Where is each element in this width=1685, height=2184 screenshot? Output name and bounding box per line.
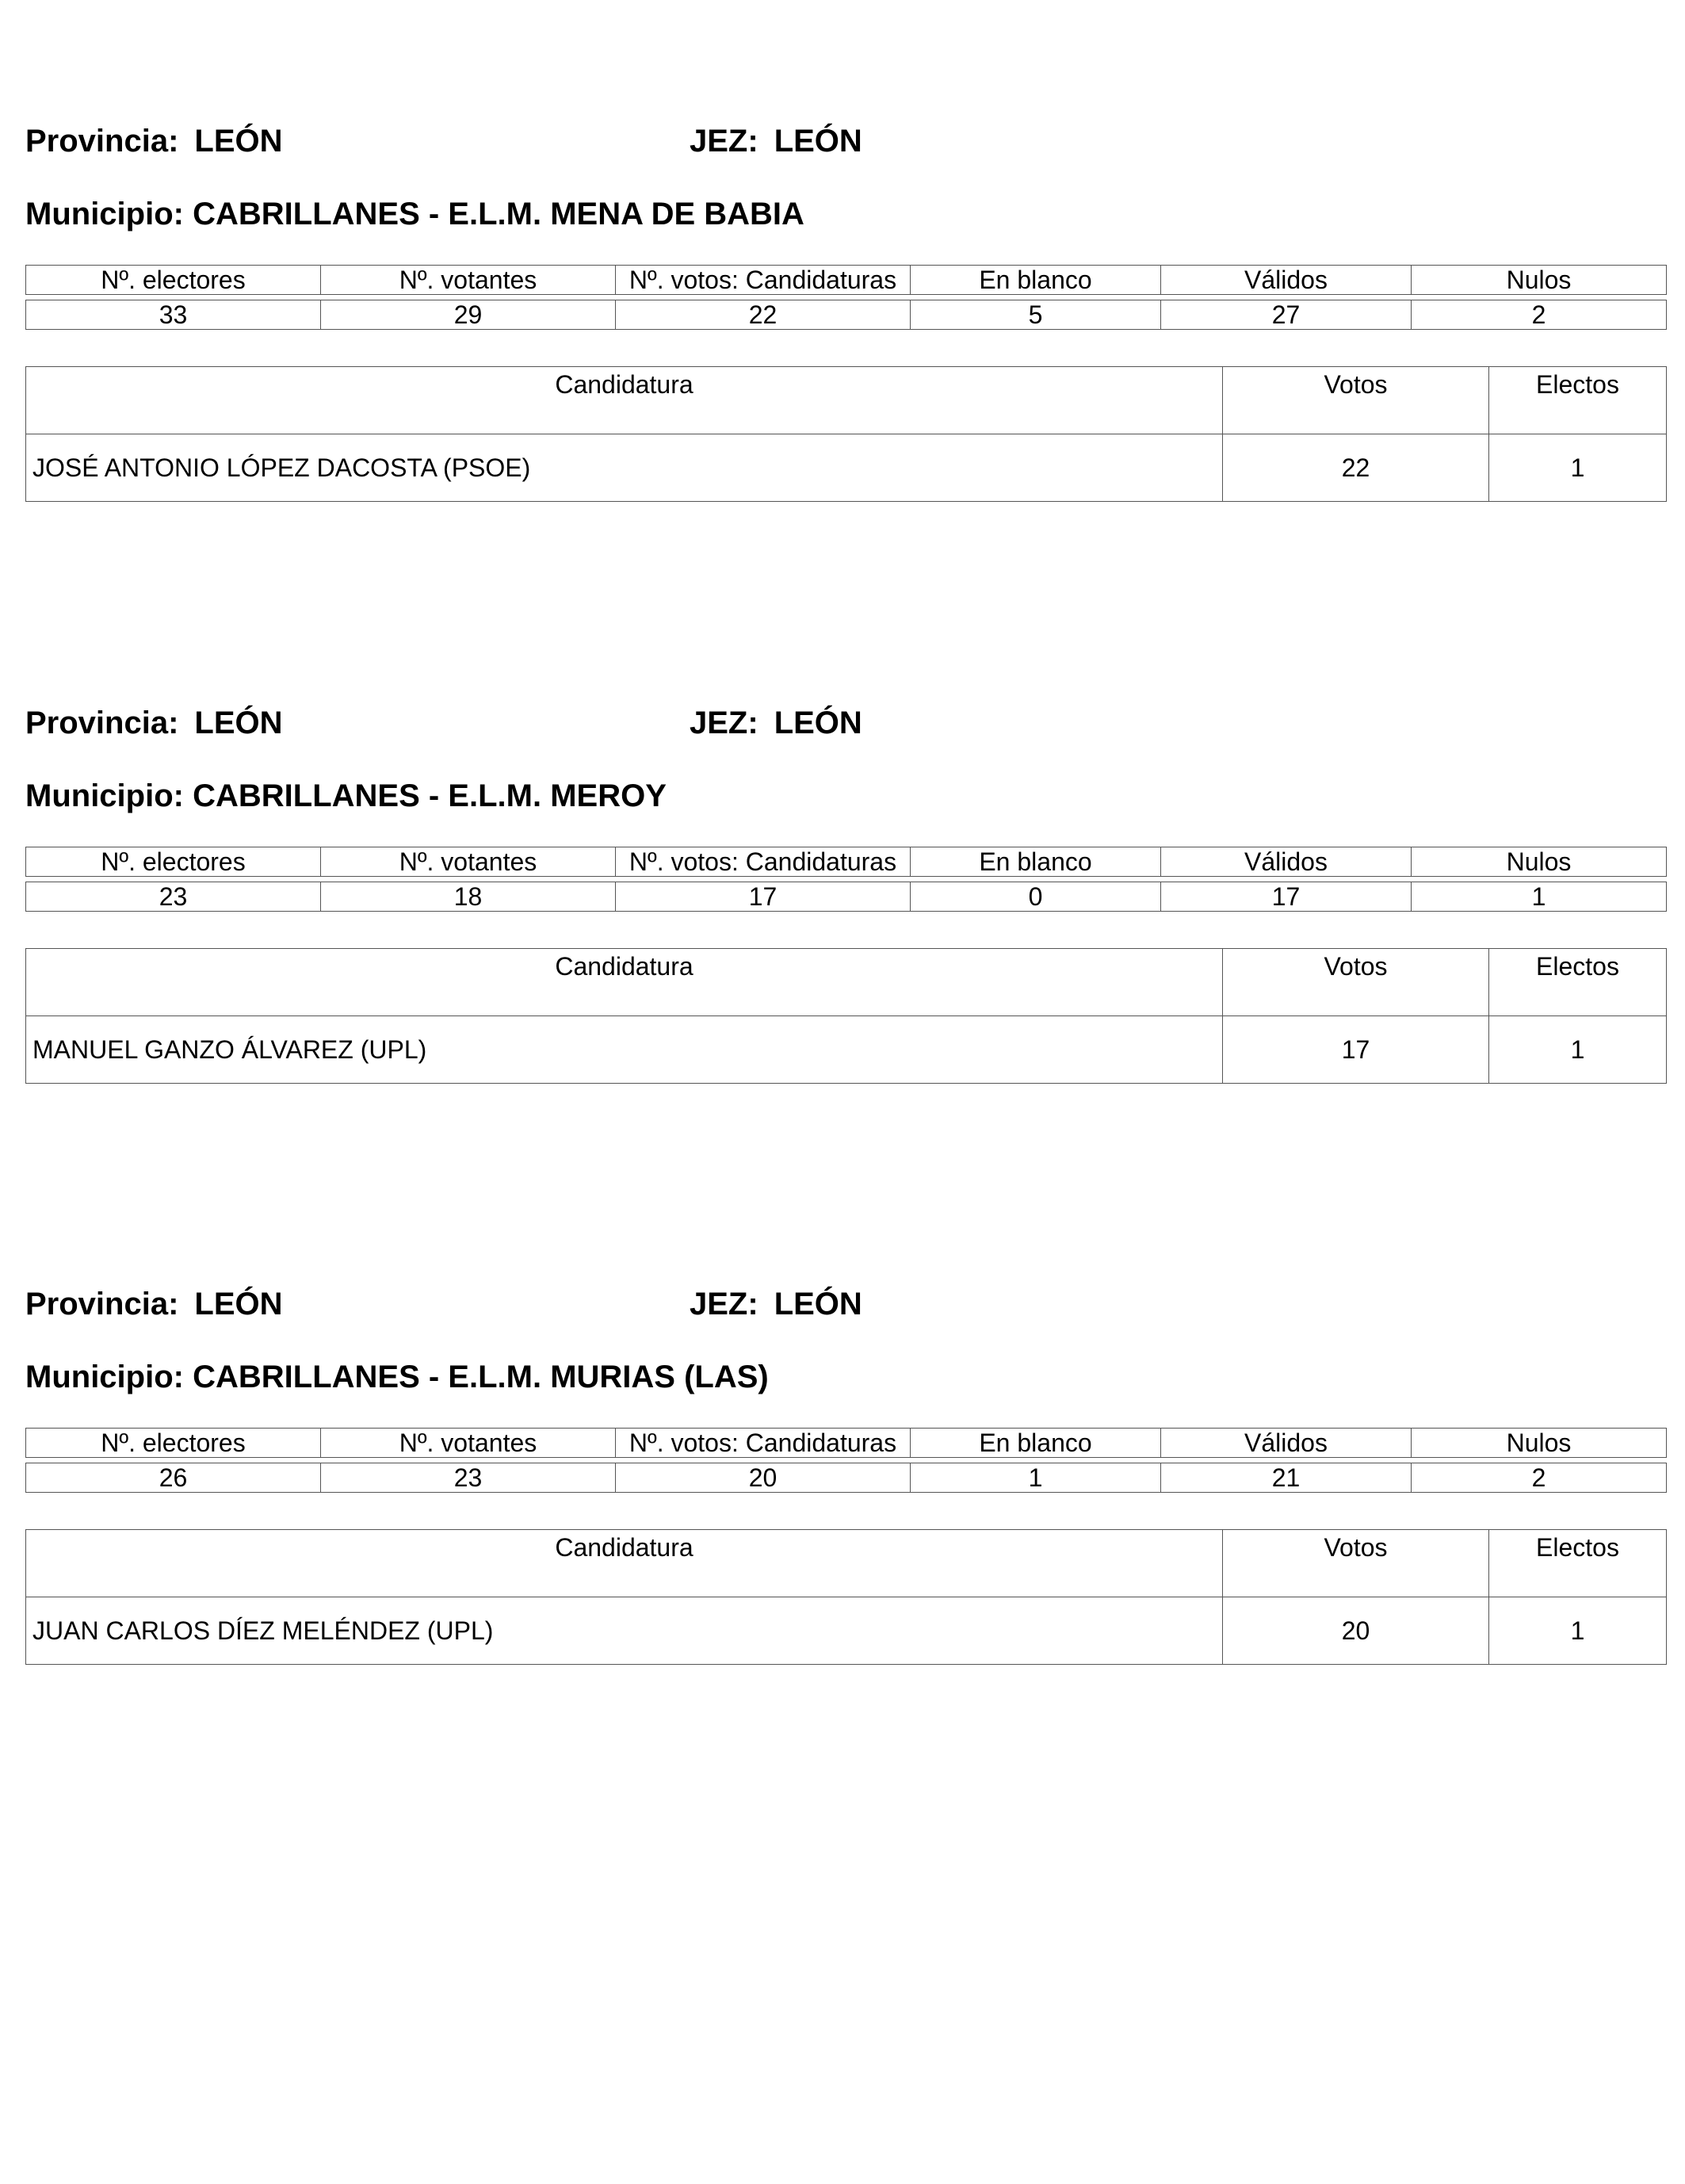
value-votos-candidaturas: 20 bbox=[616, 1463, 911, 1493]
header-nulos: Nulos bbox=[1412, 847, 1667, 877]
candidates-table bbox=[25, 948, 1667, 1084]
value-validos: 17 bbox=[1161, 882, 1412, 912]
header-votos: Votos bbox=[1223, 1530, 1489, 1597]
header-validos: Válidos bbox=[1161, 847, 1412, 877]
candidate-electos: 1 bbox=[1489, 1016, 1667, 1084]
header-votantes: Nº. votantes bbox=[321, 1429, 616, 1458]
value-validos: 21 bbox=[1161, 1463, 1412, 1493]
provincia-value: LEÓN bbox=[194, 124, 283, 159]
stats-header-row bbox=[26, 266, 1667, 295]
jez-label: JEZ: bbox=[690, 124, 758, 159]
table-row bbox=[26, 1597, 1667, 1665]
municipio-title bbox=[25, 1360, 769, 1395]
candidate-name: MANUEL GANZO ÁLVAREZ (UPL) bbox=[26, 1016, 1223, 1084]
municipio-label: Municipio: bbox=[25, 197, 184, 231]
header-candidatura: Candidatura bbox=[26, 367, 1223, 434]
jez-value: LEÓN bbox=[774, 706, 862, 740]
value-en-blanco: 5 bbox=[911, 300, 1161, 330]
provincia-label: Provincia: bbox=[25, 124, 179, 159]
candidate-votos: 22 bbox=[1223, 434, 1489, 502]
stats-table bbox=[25, 265, 1667, 330]
jez-field bbox=[690, 1287, 862, 1322]
provincia-field bbox=[25, 1287, 283, 1322]
municipio-value: CABRILLANES - E.L.M. MURIAS (LAS) bbox=[193, 1360, 769, 1394]
value-en-blanco: 1 bbox=[911, 1463, 1161, 1493]
municipio-value: CABRILLANES - E.L.M. MEROY bbox=[193, 778, 667, 813]
stats-table bbox=[25, 847, 1667, 912]
value-votantes: 23 bbox=[321, 1463, 616, 1493]
value-nulos: 2 bbox=[1412, 1463, 1667, 1493]
candidates-table bbox=[25, 366, 1667, 502]
header-nulos: Nulos bbox=[1412, 1429, 1667, 1458]
candidate-electos: 1 bbox=[1489, 434, 1667, 502]
candidates-header-row bbox=[26, 949, 1667, 1016]
candidate-name: JUAN CARLOS DÍEZ MELÉNDEZ (UPL) bbox=[26, 1597, 1223, 1665]
table-row bbox=[26, 434, 1667, 502]
municipio-label: Municipio: bbox=[25, 778, 184, 813]
value-en-blanco: 0 bbox=[911, 882, 1161, 912]
header-electos: Electos bbox=[1489, 367, 1667, 434]
value-votos-candidaturas: 17 bbox=[616, 882, 911, 912]
header-candidatura: Candidatura bbox=[26, 1530, 1223, 1597]
provincia-field bbox=[25, 706, 283, 741]
stats-value-row bbox=[26, 882, 1667, 912]
header-validos: Válidos bbox=[1161, 266, 1412, 295]
value-electores: 33 bbox=[26, 300, 321, 330]
header-candidatura: Candidatura bbox=[26, 949, 1223, 1016]
header-nulos: Nulos bbox=[1412, 266, 1667, 295]
table-row bbox=[26, 1016, 1667, 1084]
header-validos: Válidos bbox=[1161, 1429, 1412, 1458]
municipio-title bbox=[25, 197, 804, 232]
municipio-title bbox=[25, 778, 667, 814]
header-electores: Nº. electores bbox=[26, 1429, 321, 1458]
section-header bbox=[25, 699, 1666, 747]
header-electores: Nº. electores bbox=[26, 847, 321, 877]
stats-value-row bbox=[26, 1463, 1667, 1493]
header-votos-candidaturas: Nº. votos: Candidaturas bbox=[616, 1429, 911, 1458]
stats-header-row bbox=[26, 1429, 1667, 1458]
jez-value: LEÓN bbox=[774, 1287, 862, 1321]
spacer-row bbox=[26, 295, 1667, 300]
stats-table bbox=[25, 1428, 1667, 1493]
stats-value-row bbox=[26, 300, 1667, 330]
value-validos: 27 bbox=[1161, 300, 1412, 330]
value-votantes: 29 bbox=[321, 300, 616, 330]
stats-header-row bbox=[26, 847, 1667, 877]
header-votantes: Nº. votantes bbox=[321, 266, 616, 295]
header-electos: Electos bbox=[1489, 949, 1667, 1016]
section-header bbox=[25, 1280, 1666, 1328]
header-votantes: Nº. votantes bbox=[321, 847, 616, 877]
candidate-name: JOSÉ ANTONIO LÓPEZ DACOSTA (PSOE) bbox=[26, 434, 1223, 502]
value-electores: 23 bbox=[26, 882, 321, 912]
jez-value: LEÓN bbox=[774, 124, 862, 159]
candidate-votos: 17 bbox=[1223, 1016, 1489, 1084]
jez-field bbox=[690, 706, 862, 741]
spacer-row bbox=[26, 1458, 1667, 1463]
provincia-label: Provincia: bbox=[25, 706, 179, 740]
candidate-electos: 1 bbox=[1489, 1597, 1667, 1665]
section-header bbox=[25, 117, 1666, 165]
spacer-row bbox=[26, 877, 1667, 882]
candidates-table bbox=[25, 1529, 1667, 1665]
value-votantes: 18 bbox=[321, 882, 616, 912]
header-votos-candidaturas: Nº. votos: Candidaturas bbox=[616, 266, 911, 295]
provincia-label: Provincia: bbox=[25, 1287, 179, 1321]
provincia-value: LEÓN bbox=[194, 1287, 283, 1321]
jez-label: JEZ: bbox=[690, 706, 758, 740]
candidates-header-row bbox=[26, 1530, 1667, 1597]
value-nulos: 2 bbox=[1412, 300, 1667, 330]
jez-field bbox=[690, 124, 862, 159]
jez-label: JEZ: bbox=[690, 1287, 758, 1321]
header-electores: Nº. electores bbox=[26, 266, 321, 295]
header-votos: Votos bbox=[1223, 367, 1489, 434]
municipio-value: CABRILLANES - E.L.M. MENA DE BABIA bbox=[193, 197, 804, 231]
candidates-header-row bbox=[26, 367, 1667, 434]
header-en-blanco: En blanco bbox=[911, 847, 1161, 877]
header-en-blanco: En blanco bbox=[911, 1429, 1161, 1458]
header-en-blanco: En blanco bbox=[911, 266, 1161, 295]
provincia-value: LEÓN bbox=[194, 706, 283, 740]
provincia-field bbox=[25, 124, 283, 159]
value-nulos: 1 bbox=[1412, 882, 1667, 912]
municipio-label: Municipio: bbox=[25, 1360, 184, 1394]
candidate-votos: 20 bbox=[1223, 1597, 1489, 1665]
header-electos: Electos bbox=[1489, 1530, 1667, 1597]
header-votos-candidaturas: Nº. votos: Candidaturas bbox=[616, 847, 911, 877]
header-votos: Votos bbox=[1223, 949, 1489, 1016]
value-electores: 26 bbox=[26, 1463, 321, 1493]
value-votos-candidaturas: 22 bbox=[616, 300, 911, 330]
